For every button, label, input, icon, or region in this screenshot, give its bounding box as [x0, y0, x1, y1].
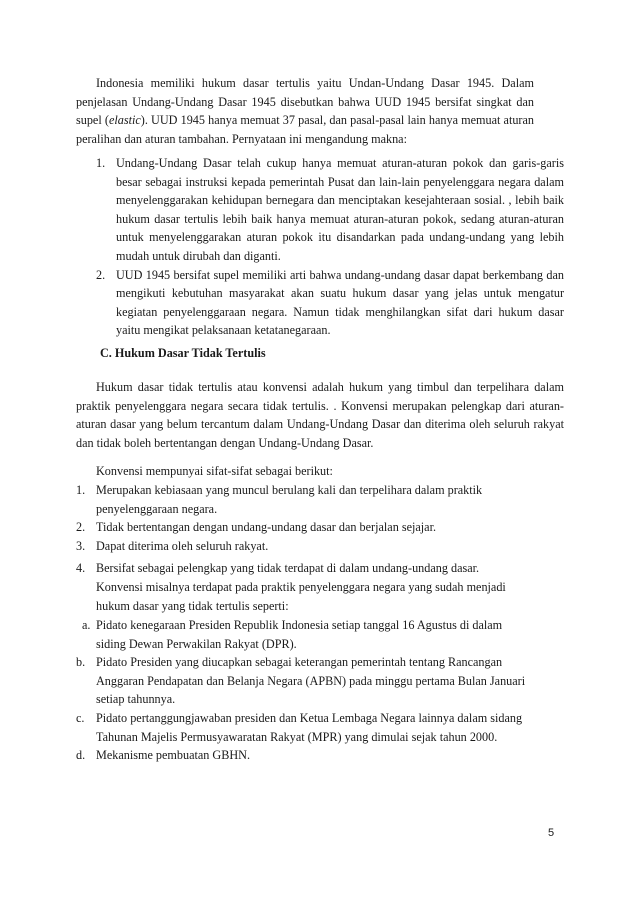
list-item: [96, 266, 564, 340]
intro-text-part-2: ). UUD 1945 hanya memuat 37 pasal, dan pasal-pasal lain hanya memuat aturan peralihan dan aturan tambahan. Pernyataan ini mengandung makna:: [76, 113, 534, 146]
intro-text: [76, 74, 534, 148]
list-item-number: c.: [76, 710, 85, 725]
list-item-text: Undang-Undang Dasar telah cukup hanya memuat aturan-aturan pokok dan garis-garis besar sebagai instruksi kepada pemerintah Pusat dan lain-lain penyelenggara negara dalam menyelenggarakan kehidupan bernegara dan menciptakan kesejahteraan sosial. , lebih baik hukum dasar tertulis lebih baik hanya memuat aturan-aturan pokok, sedang aturan-aturan untuk menyelenggarakan aturan pokok itu disandarkan pada undang-undang yang lebih mudah untuk dirubah dan diganti.: [116, 156, 564, 263]
list-item-text: Bersifat sebagai pelengkap yang tidak terdapat di dalam undang-undang dasar.: [96, 561, 480, 576]
list-item: [76, 653, 526, 709]
list-item-number: 1.: [96, 156, 106, 170]
list-item-text: Merupakan kebiasaan yang muncul berulang kali dan terpelihara dalam praktik penyelenggaraan negara.: [96, 483, 483, 516]
list-item: [76, 709, 526, 746]
page-number: 5: [548, 827, 555, 839]
examples-intro: [96, 578, 516, 615]
section-heading: C. Hukum Dasar Tidak Tertulis: [100, 346, 266, 360]
list-item-number: a.: [82, 618, 91, 632]
examples-intro-text: Konvensi misalnya terdapat pada praktik penyelenggara negara yang sudah menjadi hukum dasar yang tidak tertulis seperti:: [96, 580, 506, 613]
examples-list: [76, 616, 526, 765]
section-c-text: Hukum dasar tidak tertulis atau konvensi adalah hukum yang timbul dan terpelihara dalam praktik penyelenggara negara secara tidak tertulis. . Konvensi merupakan pelengkap dari aturan-aturan dasar yang belum tercantum dalam Undang-Undang Dasar dan diterima oleh seluruh rakyat dan tidak boleh bertentangan dengan Undang-Undang Dasar.: [76, 380, 564, 450]
intro-text-part-1: Indonesia memiliki hukum dasar tertulis yaitu Undan-Undang Dasar 1945. Dalam penjelasan Undang-Undang Dasar 1945 disebutkan bahwa UUD 1945 bersifat singkat dan supel (: [76, 76, 534, 128]
list-item-text: Pidato pertanggungjawaban presiden dan Ketua Lembaga Negara lainnya dalam sidang Tahunan Majelis Permusyawaratan Rakyat (MPR) yang dimulai sejak tahun 2000.: [96, 710, 523, 744]
traits-list: [76, 481, 526, 578]
list-item-text: Pidato Presiden yang diucapkan sebagai keterangan pemerintah tentang Rancangan Anggaran Pendapatan dan Belanja Negara (APBN) pada minggu pertama Bulan Januari setiap tahunnya.: [96, 655, 526, 707]
list-item: [96, 154, 564, 266]
list-item: [76, 616, 526, 653]
list-item-number: 2.: [96, 267, 106, 282]
list-item-text: Mekanisme pembuatan GBHN.: [96, 748, 251, 763]
list-item-text: Pidato kenegaraan Presiden Republik Indonesia setiap tanggal 16 Agustus di dalam siding Dewan Perwakilan Rakyat (DPR).: [96, 618, 503, 651]
list-item-number: 4.: [76, 561, 86, 576]
list-item-number: 2.: [76, 520, 86, 535]
list-item: [76, 746, 526, 765]
section-c-paragraph: [76, 378, 564, 452]
intro-paragraph: [76, 74, 534, 148]
list-item-text: Dapat diterima oleh seluruh rakyat.: [96, 538, 269, 553]
list-item-number: d.: [76, 748, 86, 763]
list-item: [76, 537, 526, 556]
list-item-number: b.: [76, 655, 86, 670]
list-item-text: UUD 1945 bersifat supel memiliki arti bahwa undang-undang dasar dapat berkembang dan mengikuti kebutuhan masyarakat akan suatu hukum dasar yang jelas untuk mengatur kegiatan penyelenggaraan negara. Namun tidak menghilangkan sifat dari hukum dasar yaitu mengikat pelaksanaan ketatanegaraan.: [116, 267, 564, 338]
list-item: [76, 481, 526, 518]
list-item-text: Tidak bertentangan dengan undang-undang dasar dan berjalan sejajar.: [96, 520, 437, 535]
list-item: [76, 559, 526, 578]
intro-text-italic: elastic: [108, 113, 141, 128]
list-item-number: 3.: [76, 538, 86, 553]
traits-intro: Konvensi mempunyai sifat-sifat sebagai berikut:: [96, 464, 333, 478]
list-item: [76, 518, 526, 537]
meaning-list: [96, 154, 564, 340]
list-item-number: 1.: [76, 483, 86, 497]
